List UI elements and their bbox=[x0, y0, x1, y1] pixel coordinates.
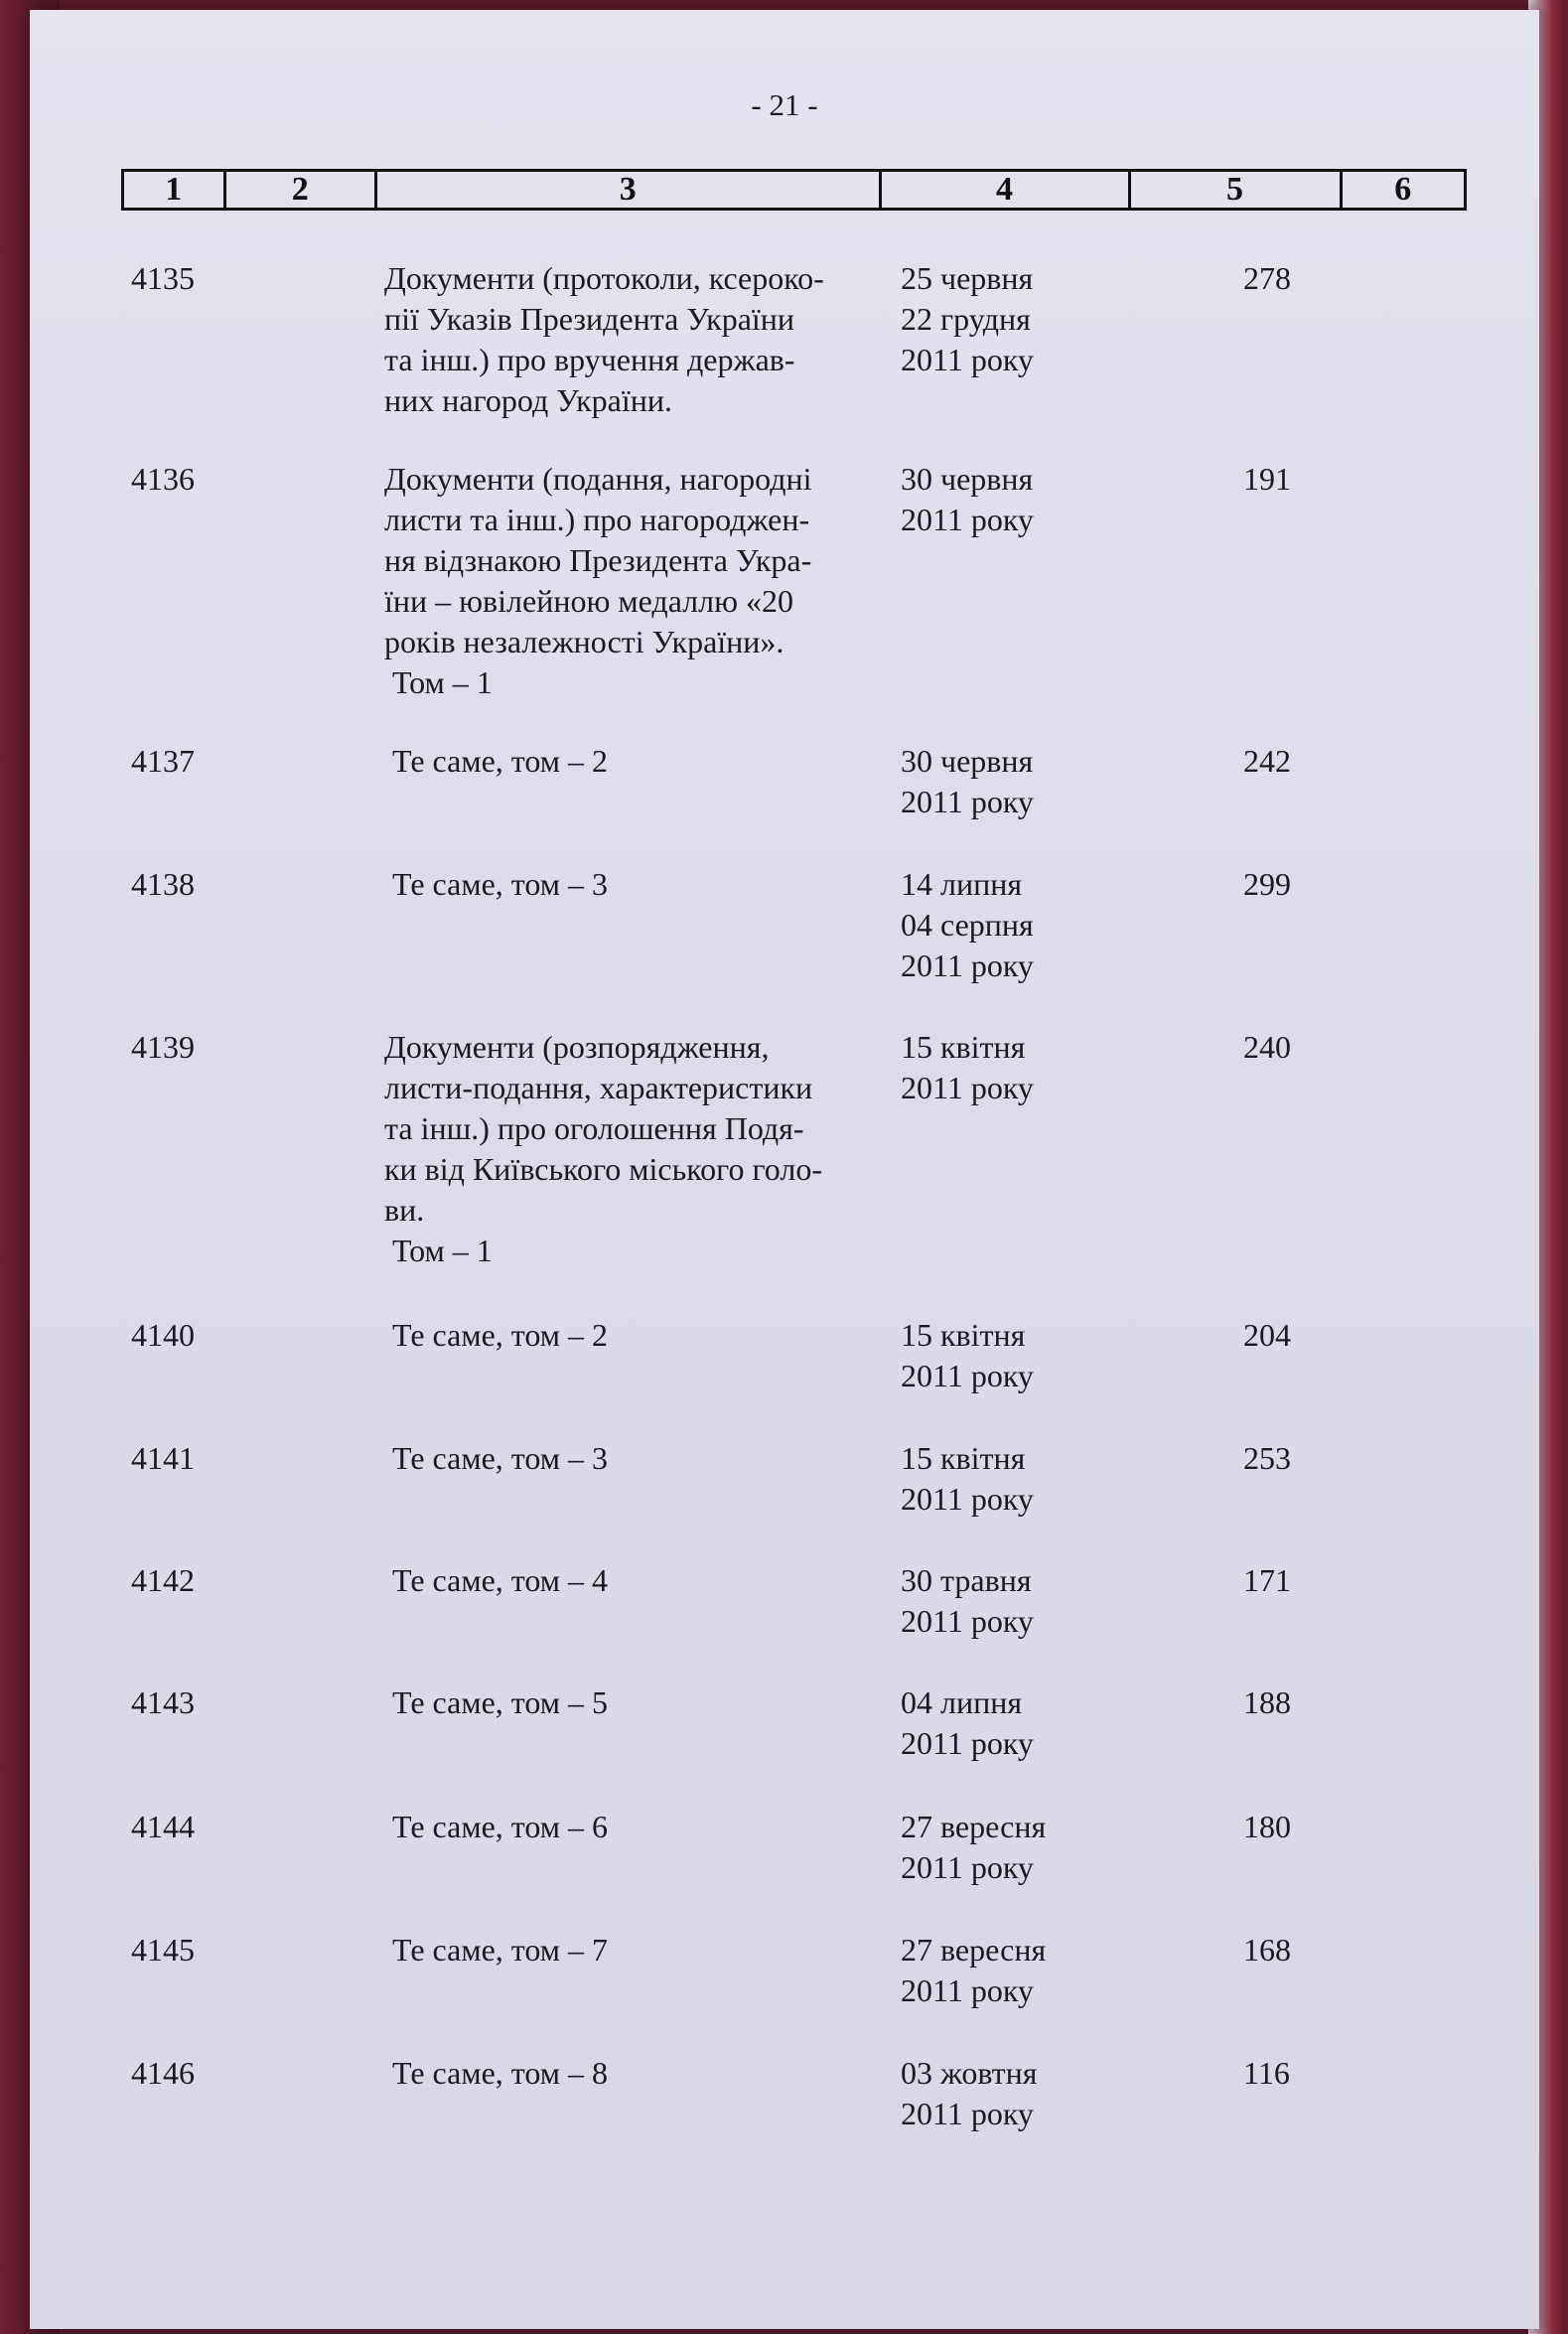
entry-date bbox=[901, 1560, 1149, 1642]
description-line: Те саме, том – 6 bbox=[392, 1809, 608, 1844]
entry-description bbox=[384, 1315, 891, 1356]
date-line: 2011 року bbox=[901, 342, 1034, 377]
entry-number: 4146 bbox=[131, 2055, 195, 2091]
date-line: 03 жовтня bbox=[901, 2055, 1038, 2091]
entry-date bbox=[901, 1682, 1149, 1764]
date-line: 2011 року bbox=[901, 2096, 1034, 2131]
entry-number: 4135 bbox=[131, 260, 195, 296]
date-line: 2011 року bbox=[901, 502, 1034, 537]
entry-description bbox=[384, 1027, 891, 1271]
date-line: 22 грудня bbox=[901, 301, 1031, 337]
description-line: їни – ювілейною медаллю «20 bbox=[384, 583, 794, 619]
entry-description bbox=[384, 1560, 891, 1601]
date-line: 15 квітня bbox=[901, 1317, 1026, 1353]
description-line: Документи (протоколи, ксероко- bbox=[384, 260, 824, 296]
entry-number: 4145 bbox=[131, 1932, 195, 1968]
entry-page-count: 299 bbox=[1243, 866, 1291, 902]
entry-page-count: 242 bbox=[1243, 743, 1291, 779]
entry-date bbox=[901, 1438, 1149, 1520]
entry-page-count: 116 bbox=[1243, 2055, 1290, 2091]
description-line: Те саме, том – 8 bbox=[392, 2055, 608, 2091]
description-line: та інш.) про вручення держав- bbox=[384, 342, 795, 377]
description-line: листи та інш.) про нагороджен- bbox=[384, 502, 810, 537]
date-line: 15 квітня bbox=[901, 1440, 1026, 1476]
date-line: 14 липня bbox=[901, 866, 1023, 902]
entry-description bbox=[384, 741, 891, 782]
description-line: та інш.) про оголошення Подя- bbox=[384, 1110, 804, 1146]
date-line: 04 липня bbox=[901, 1684, 1023, 1720]
date-line: 2011 року bbox=[901, 1972, 1034, 2008]
description-line: Те саме, том – 3 bbox=[392, 866, 608, 902]
entry-description bbox=[384, 1930, 891, 1970]
date-line: 04 серпня bbox=[901, 907, 1034, 943]
description-line: Документи (подання, нагородні bbox=[384, 461, 812, 497]
entry-number: 4136 bbox=[131, 461, 195, 497]
entry-page-count: 191 bbox=[1243, 461, 1291, 497]
entry-description bbox=[384, 2053, 891, 2094]
description-line: Документи (розпорядження, bbox=[384, 1029, 770, 1065]
entry-number: 4140 bbox=[131, 1317, 195, 1353]
description-line: ки від Київського міського голо- bbox=[384, 1151, 822, 1187]
column-header-2: 2 bbox=[226, 172, 377, 208]
entry-description bbox=[384, 1682, 891, 1723]
date-line: 2011 року bbox=[901, 1358, 1034, 1393]
column-header-6: 6 bbox=[1394, 171, 1412, 208]
entry-description bbox=[384, 459, 891, 703]
entry-number: 4139 bbox=[131, 1029, 195, 1065]
date-line: 15 квітня bbox=[901, 1029, 1026, 1065]
page-number: - 21 - bbox=[751, 87, 818, 122]
entry-number: 4141 bbox=[131, 1440, 195, 1476]
date-line: 25 червня bbox=[901, 260, 1034, 296]
description-line: Том – 1 bbox=[392, 1233, 493, 1268]
description-line: листи-подання, характеристики bbox=[384, 1070, 813, 1105]
entry-page-count: 253 bbox=[1243, 1440, 1291, 1476]
entry-date bbox=[901, 2053, 1149, 2134]
entry-number: 4137 bbox=[131, 743, 195, 779]
date-line: 2011 року bbox=[901, 784, 1034, 819]
date-line: 2011 року bbox=[901, 1070, 1034, 1105]
entry-page-count: 168 bbox=[1243, 1932, 1291, 1968]
entry-page-count: 180 bbox=[1243, 1809, 1291, 1844]
date-line: 27 вересня bbox=[901, 1809, 1047, 1844]
column-header-5: 5 bbox=[1131, 172, 1343, 208]
description-line: ви. bbox=[384, 1192, 425, 1228]
description-line: них нагород України. bbox=[384, 382, 672, 418]
description-line: Том – 1 bbox=[392, 664, 493, 700]
date-line: 2011 року bbox=[901, 1603, 1034, 1639]
date-line: 27 вересня bbox=[901, 1932, 1047, 1968]
entry-description bbox=[384, 1807, 891, 1847]
entry-number: 4142 bbox=[131, 1562, 195, 1598]
description-line: Те саме, том – 4 bbox=[392, 1562, 608, 1598]
date-line: 30 червня bbox=[901, 743, 1034, 779]
entry-date bbox=[901, 1807, 1149, 1888]
document-page bbox=[30, 10, 1539, 2329]
column-header-3: 3 bbox=[377, 172, 882, 208]
column-header-1: 1 bbox=[124, 172, 226, 208]
description-line: Те саме, том – 3 bbox=[392, 1440, 608, 1476]
description-line: ня відзнакою Президента Укра- bbox=[384, 542, 812, 578]
entry-date bbox=[901, 741, 1149, 822]
entry-date bbox=[901, 258, 1149, 380]
entry-page-count: 171 bbox=[1243, 1562, 1291, 1598]
description-line: Те саме, том – 2 bbox=[392, 1317, 608, 1353]
description-line: пії Указів Президента України bbox=[384, 301, 795, 337]
entry-page-count: 278 bbox=[1243, 260, 1291, 296]
date-line: 2011 року bbox=[901, 1849, 1034, 1885]
entry-number: 4143 bbox=[131, 1684, 195, 1720]
date-line: 2011 року bbox=[901, 1725, 1034, 1761]
entry-page-count: 240 bbox=[1243, 1029, 1291, 1065]
description-line: Те саме, том – 5 bbox=[392, 1684, 608, 1720]
description-line: Те саме, том – 2 bbox=[392, 743, 608, 779]
entry-number: 4144 bbox=[131, 1809, 195, 1844]
column-header-4: 4 bbox=[882, 172, 1131, 208]
entry-date bbox=[901, 459, 1149, 540]
date-line: 2011 року bbox=[901, 948, 1034, 983]
table-header bbox=[121, 169, 1467, 211]
entry-date bbox=[901, 1315, 1149, 1396]
entry-date bbox=[901, 1930, 1149, 2011]
entry-description bbox=[384, 1438, 891, 1479]
entry-page-count: 204 bbox=[1243, 1317, 1291, 1353]
entry-number: 4138 bbox=[131, 866, 195, 902]
entry-description bbox=[384, 864, 891, 905]
date-line: 30 травня bbox=[901, 1562, 1032, 1598]
description-line: років незалежності України». bbox=[384, 624, 784, 659]
description-line: Те саме, том – 7 bbox=[392, 1932, 608, 1968]
date-line: 2011 року bbox=[901, 1481, 1034, 1517]
entry-description bbox=[384, 258, 891, 421]
entry-date bbox=[901, 1027, 1149, 1108]
entry-page-count: 188 bbox=[1243, 1684, 1291, 1720]
date-line: 30 червня bbox=[901, 461, 1034, 497]
entry-date bbox=[901, 864, 1149, 986]
